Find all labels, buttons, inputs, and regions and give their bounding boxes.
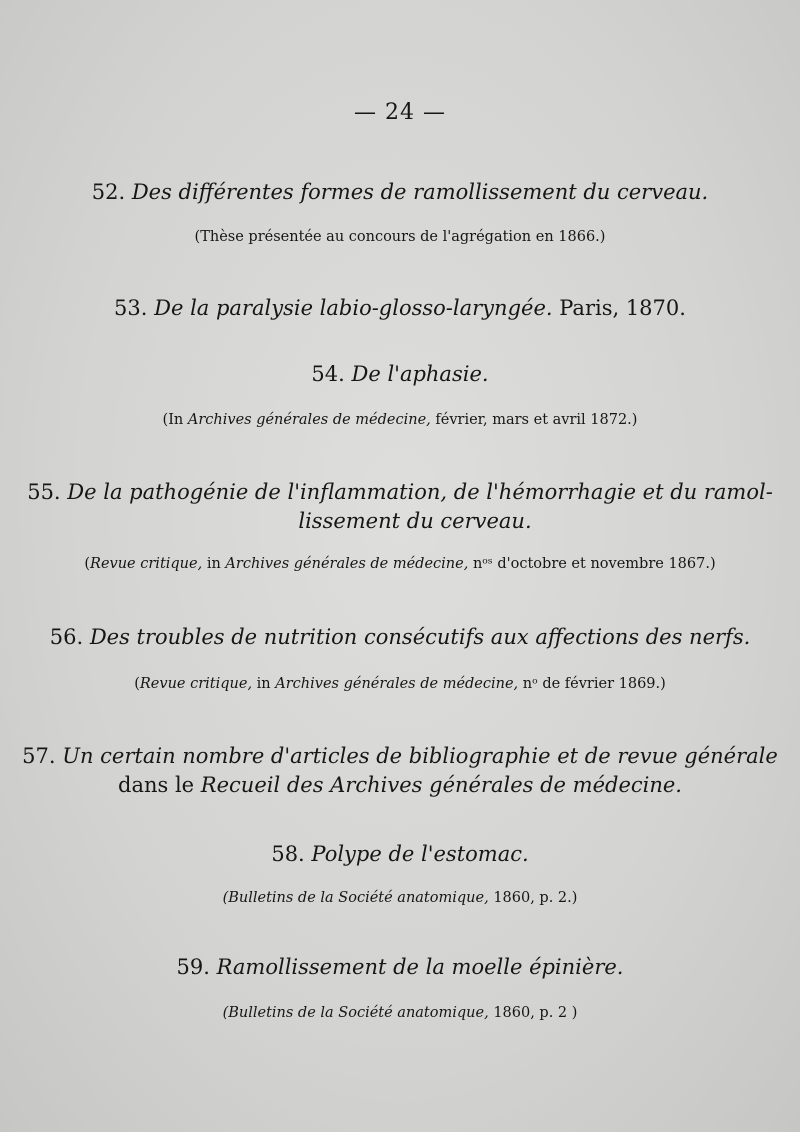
- entry-57-title-line2: [0, 773, 800, 797]
- entry-title-text: Des troubles de nutrition consécutifs aux affections des nerfs.: [89, 625, 751, 649]
- entry-number: 54.: [311, 362, 345, 386]
- entry-54-note: [0, 412, 800, 428]
- entry-57-title-line1: [0, 744, 800, 768]
- entry-title-text: Recueil des Archives générales de médecine.: [200, 773, 682, 797]
- entry-53-title: [0, 296, 800, 320]
- entry-number: 56.: [49, 625, 84, 649]
- note-in: in: [206, 556, 221, 572]
- entry-58-title: [0, 842, 800, 866]
- note-rest: nᵒˢ d'octobre et novembre 1867.): [472, 556, 716, 572]
- entry-line-prefix: dans le: [118, 773, 195, 797]
- note-journal: (Bulletins de la Société anatomique,: [222, 890, 489, 906]
- entry-title-text: Un certain nombre d'articles de bibliographie et de revue générale: [62, 744, 778, 768]
- note-journal: Archives générales de médecine,: [225, 556, 469, 572]
- note-rest: 1860, p. 2 ): [493, 1005, 578, 1021]
- entry-56-title: [0, 625, 800, 649]
- entry-number: 52.: [91, 180, 126, 204]
- note-rest: février, mars et avril 1872.): [435, 412, 638, 428]
- entry-number: 55.: [27, 480, 61, 504]
- entry-number: 58.: [271, 842, 305, 866]
- note-open: (In: [162, 412, 184, 428]
- entry-56-note: [0, 676, 800, 692]
- entry-title-text: Ramollissement de la moelle épinière.: [216, 955, 624, 979]
- entry-title-text: lissement du cerveau.: [298, 509, 532, 533]
- entry-55-note: [0, 556, 800, 572]
- entry-title-text: De l'aphasie.: [351, 362, 489, 386]
- entry-55-title-line1: [0, 480, 800, 504]
- entry-number: 59.: [176, 955, 210, 979]
- entry-59-title: [0, 955, 800, 979]
- entry-52-note: (Thèse présentée au concours de l'agrégation en 1866.): [194, 229, 606, 245]
- entry-title-text: Des différentes formes de ramollissement du cerveau.: [131, 180, 709, 204]
- entry-59-note: [0, 1005, 800, 1021]
- note-source: Revue critique,: [139, 676, 253, 692]
- note-journal: (Bulletins de la Société anatomique,: [222, 1005, 489, 1021]
- entry-number: 53.: [114, 296, 148, 320]
- note-rest: nᵒ de février 1869.): [522, 676, 666, 692]
- note-in: in: [256, 676, 271, 692]
- page-number: — 24 —: [354, 100, 446, 125]
- entry-title-text: De la paralysie labio-glosso-laryngée.: [154, 296, 553, 320]
- entry-title-text: Polype de l'estomac.: [311, 842, 529, 866]
- note-rest: 1860, p. 2.): [493, 890, 578, 906]
- entry-title-suffix: Paris, 1870.: [559, 296, 686, 320]
- entry-title-text: De la pathogénie de l'inflammation, de l'hémorrhagie et du ramol-: [67, 480, 773, 504]
- note-journal: Archives générales de médecine,: [275, 676, 519, 692]
- note-open: (: [134, 676, 140, 692]
- entry-55-title-line2: [0, 509, 800, 533]
- entry-number: 57.: [22, 744, 56, 768]
- note-open: (: [84, 556, 91, 572]
- note-journal: Archives générales de médecine,: [187, 412, 431, 428]
- entry-54-title: [0, 362, 800, 386]
- entry-52-title: [0, 180, 800, 204]
- entry-58-note: [0, 890, 800, 906]
- note-source: Revue critique,: [90, 556, 203, 572]
